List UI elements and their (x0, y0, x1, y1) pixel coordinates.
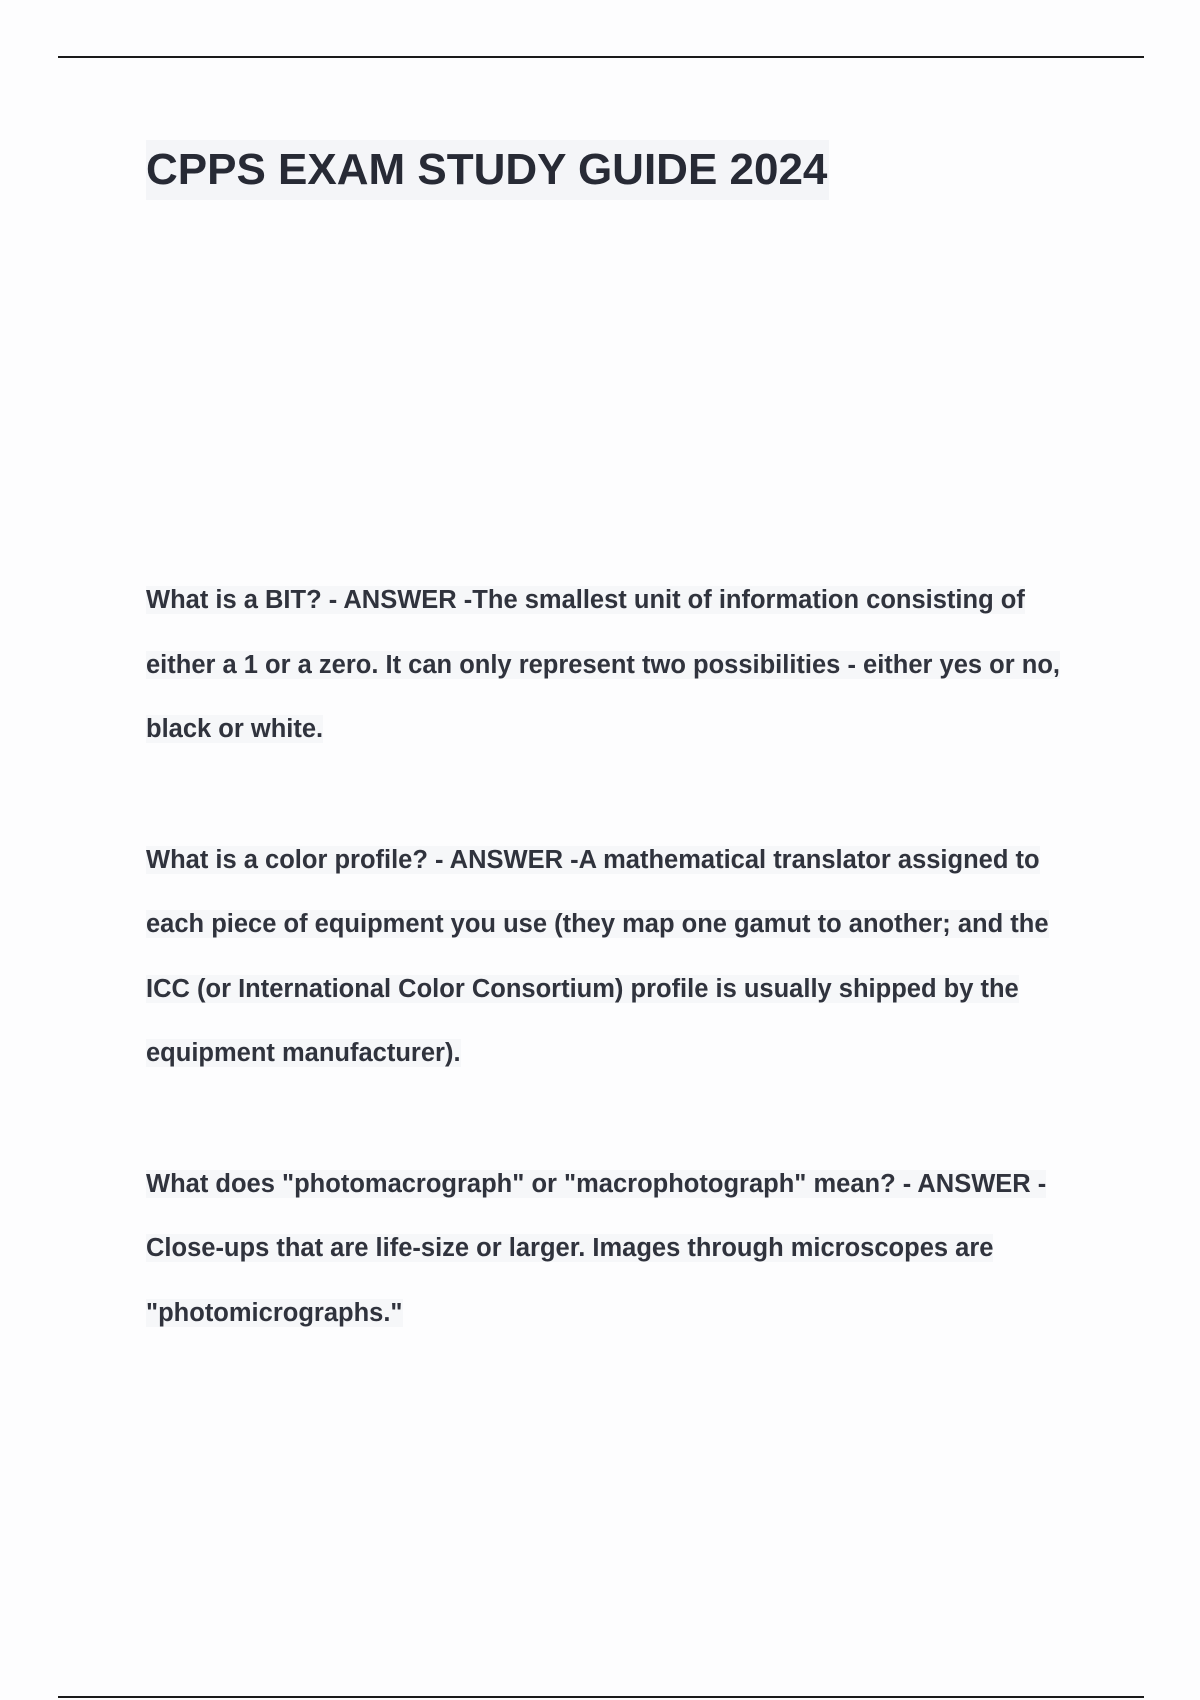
qa-text: What is a BIT? - ANSWER -The smallest unit of information consisting of either a 1 or a zero. It can only represent two possibilities - either yes or no, black or white. (146, 586, 1061, 743)
qa-item-bit (146, 568, 1096, 762)
qa-text: What does "photomacrograph" or "macrophotograph" mean? - ANSWER -Close-ups that are life-size or larger. Images through microscopes are "photomicrographs." (146, 1169, 1047, 1327)
document-header (146, 140, 1096, 200)
qa-text: What is a color profile? - ANSWER -A mathematical translator assigned to each piece of equipment you use (they map one gamut to another; and the ICC (or International Color Consortium) profile is usually shipped by the equipment manufacturer). (146, 845, 1049, 1067)
qa-item-photomacrograph (146, 1152, 1096, 1346)
document-title: CPPS EXAM STUDY GUIDE 2024 (146, 140, 829, 200)
top-divider (58, 56, 1144, 58)
qa-list (146, 568, 1096, 1411)
bottom-divider (58, 1696, 1144, 1698)
qa-item-color-profile (146, 828, 1096, 1086)
